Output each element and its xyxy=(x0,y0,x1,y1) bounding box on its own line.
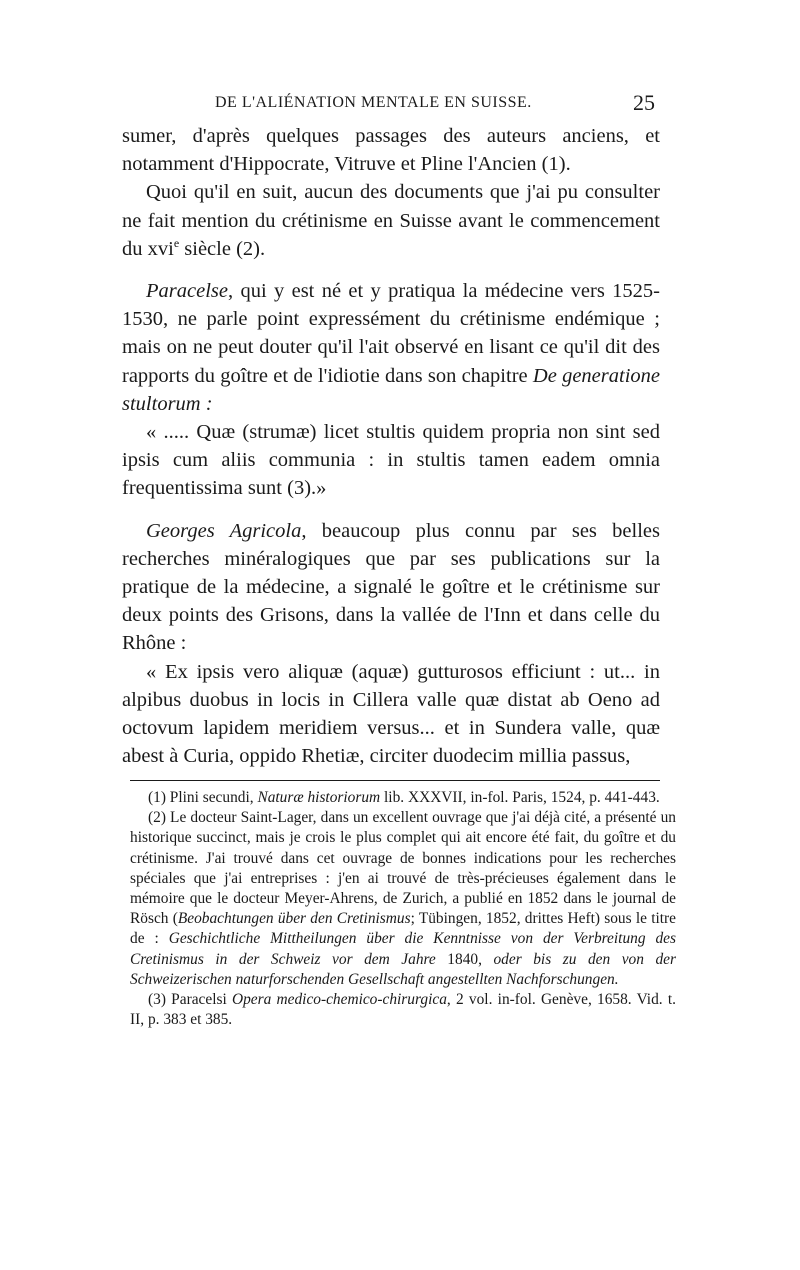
paragraph-2-text: Quoi qu'il en suit, aucun des documents que j'ai pu consulter ne fait mention du crétinisme en Suisse avant le commencement du xyxy=(122,181,660,260)
latin-quote-1: « ..... Quæ (strumæ) licet stultis quidem propria non sint sed ipsis cum aliis communia : in stultis tamen eadem omnia frequentissima sunt (3).» xyxy=(122,421,660,500)
footnote-2-title-b: oder bis zu den von der Schweizerischen naturforschenden Gesellschaft angestellten Nachforschungen. xyxy=(130,950,676,988)
century-superscript: e xyxy=(173,235,180,250)
footnote-3 xyxy=(130,990,676,1030)
paragraph-3-text: , qui y est né et y pratiqua la médecine vers 1525-1530, ne parle point expressément du crétinisme endémique ; mais on ne peut douter qu'il l'ait observé en lisant ce qu'il dit des rapports du goître et de l'idiotie dans son chapitre xyxy=(122,280,660,387)
footnote-1 xyxy=(130,788,676,808)
century-numeral: xvi xyxy=(147,237,174,260)
footnotes xyxy=(130,788,676,1030)
author-name-agricola: Georges Agricola xyxy=(146,519,302,542)
footnote-2-text: (2) Le docteur Saint-Lager, dans un excellent ouvrage que j'ai déjà cité, a présenté un historique succinct, mais je crois le plus complet qui ait encore été fait, du goître et du crétinisme. J'ai trouvé dans cet ouvrage de bonnes indications pour les recherches spéciales que j'ai entreprises : j'en ai trouvé de très-précieuses également dans le mémoire que le docteur Meyer-Ahrens, de Zurich, a publié en 1852 dans le journal de Rösch ( xyxy=(130,809,676,928)
footnote-1-ref: lib. XXXVII, in-fol. Paris, 1524, p. 441-443. xyxy=(380,789,660,806)
footnote-2 xyxy=(130,808,676,990)
paragraph-1: sumer, d'après quelques passages des auteurs anciens, et notamment d'Hippocrate, Vitruve et Pline l'Ancien (1). xyxy=(122,125,660,176)
paragraph-4-text: , beaucoup plus connu par ses belles recherches minéralogiques que par ses publications sur la pratique de la médecine, a signalé le goître et le crétinisme sur deux points des Grisons, dans la vallée de l'Inn et dans celle du Rhône : xyxy=(122,519,660,655)
paragraph-3 xyxy=(122,277,660,418)
paragraph-2-end: siècle (2). xyxy=(179,237,266,260)
work-title: De generatione stultorum : xyxy=(122,364,660,415)
footnote-2-year: 1840, xyxy=(435,950,494,968)
footnote-2-journal: Beobachtungen über den Cretinismus xyxy=(177,910,411,928)
running-title: DE L'ALIÉNATION MENTALE EN SUISSE. xyxy=(215,94,532,111)
paragraph-2 xyxy=(122,178,660,263)
footnote-3-ref: , 2 vol. in-fol. Genève, 1658. Vid. t. II, p. 383 et 385. xyxy=(130,991,676,1029)
paragraph-4 xyxy=(122,517,660,658)
author-name-paracelse: Paracelse xyxy=(146,280,228,303)
latin-quote-2: « Ex ipsis vero aliquæ (aquæ) gutturosos efficiunt : ut... in alpibus duobus in locis in Cillera valle quæ distat ab Oeno ad octovum lapidem meridiem versus... et in Sundera valle, quæ abest à Curia, oppido Rhetiæ, circiter duodecim millia passus, xyxy=(122,660,660,768)
footnote-3-title: Opera medico-chemico-chirurgica xyxy=(231,991,447,1009)
footnote-1-text: (1) Plini secundi, xyxy=(148,789,258,806)
footnote-2-mid: ; Tübingen, 1852, drittes Heft) sous le titre de : xyxy=(130,910,676,948)
footnote-divider xyxy=(130,780,660,781)
footnote-1-title: Naturæ historiorum xyxy=(257,789,381,806)
main-text xyxy=(122,122,660,770)
footnote-2-title-a: Geschichtliche Mittheilungen über die Kenntnisse von der Verbreitung des Cretinismus in der Schweiz vor dem Jahre xyxy=(130,930,676,968)
page-number: 25 xyxy=(633,90,655,115)
footnote-3-text: (3) Paracelsi xyxy=(148,991,232,1009)
